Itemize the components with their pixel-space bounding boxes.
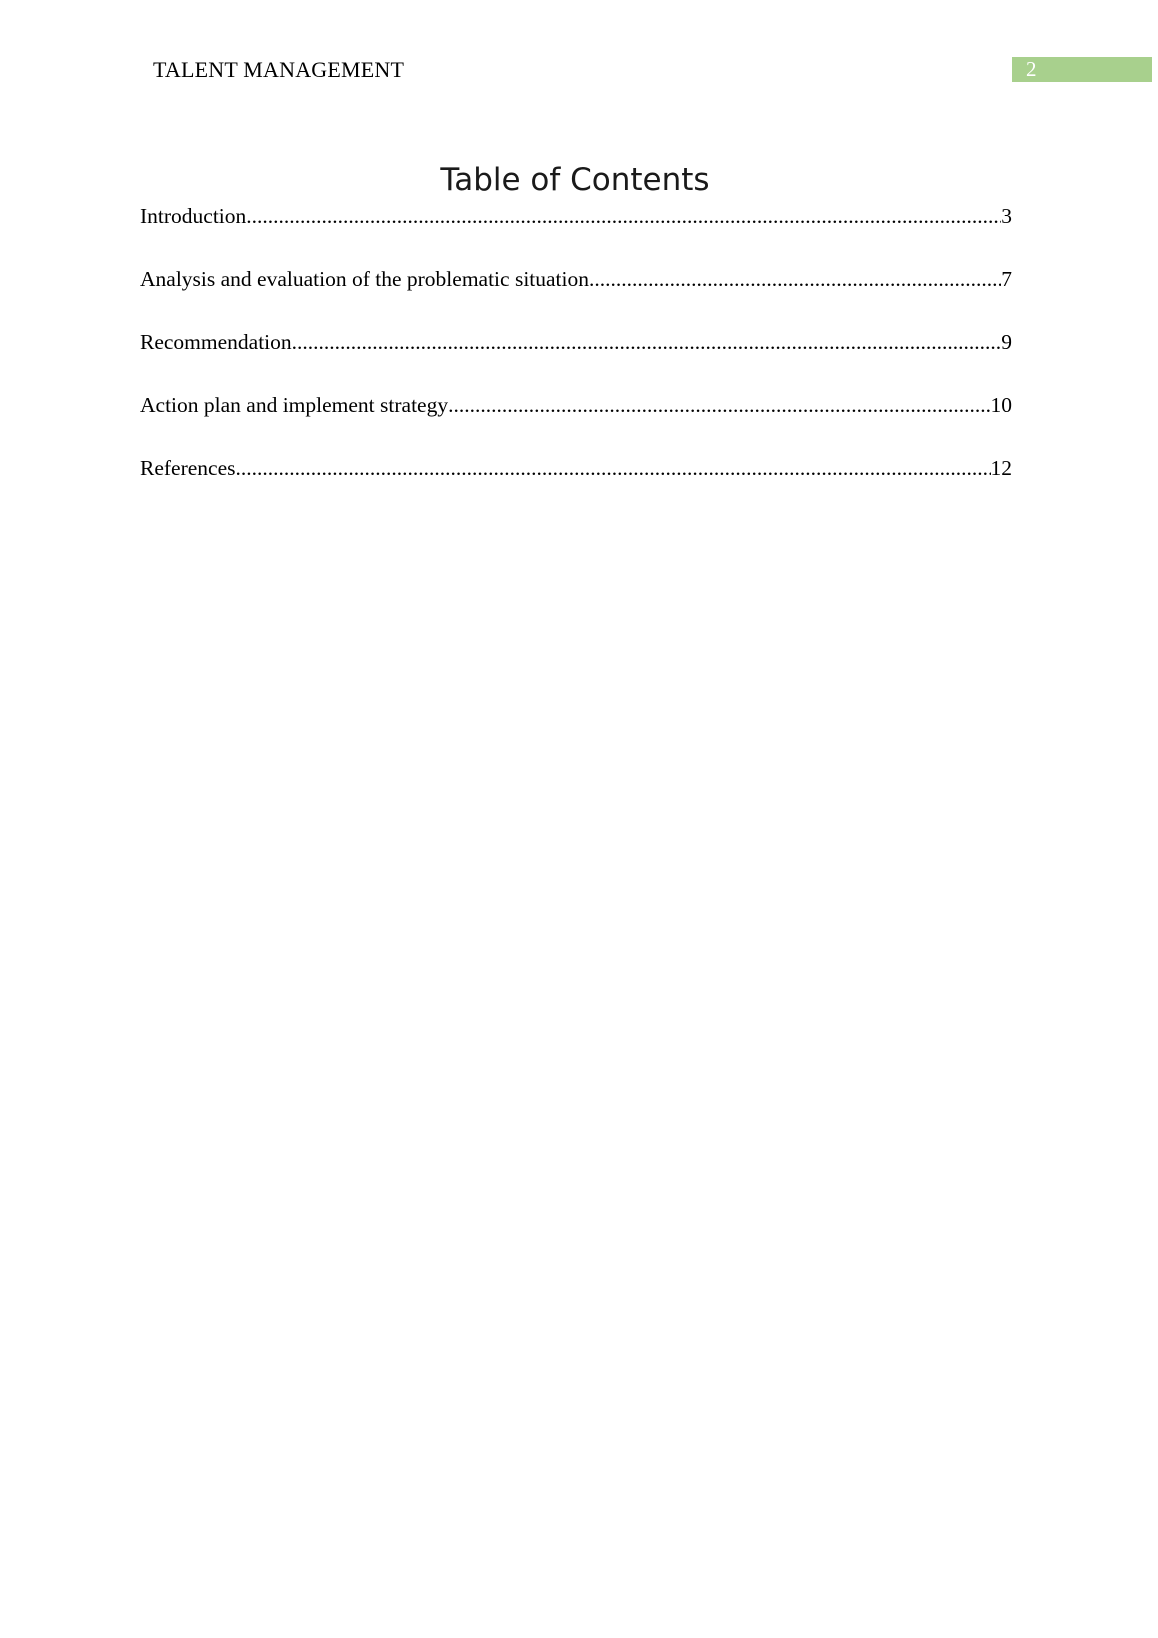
toc-entry-page: 3	[1001, 204, 1012, 228]
toc-entry-page: 7	[1001, 267, 1012, 291]
toc-heading: Table of Contents	[440, 162, 710, 198]
toc-entry-page: 10	[990, 393, 1012, 417]
toc-entry-introduction[interactable]	[140, 202, 1012, 265]
toc-entry-label: Analysis and evaluation of the problematic situation	[140, 267, 590, 291]
toc-dot-leader	[236, 454, 991, 482]
toc-dot-leader	[246, 202, 1001, 230]
toc-entry-action-plan[interactable]	[140, 391, 1012, 454]
toc-dot-leader	[448, 391, 990, 419]
table-of-contents	[140, 202, 1012, 517]
toc-entry-references[interactable]	[140, 454, 1012, 517]
page-number-badge	[1012, 57, 1152, 82]
toc-entry-page: 12	[990, 456, 1012, 480]
toc-entry-label: Introduction	[140, 204, 247, 228]
toc-entry-label: References	[140, 456, 236, 480]
toc-entry-recommendation[interactable]	[140, 328, 1012, 391]
toc-entry-label: Action plan and implement strategy	[140, 393, 449, 417]
toc-entry-page: 9	[1001, 330, 1012, 354]
running-header-title: TALENT MANAGEMENT	[153, 57, 405, 82]
toc-entry-analysis[interactable]	[140, 265, 1012, 328]
toc-entry-label: Recommendation	[140, 330, 292, 354]
toc-dot-leader	[589, 265, 1001, 293]
page-number: 2	[1026, 57, 1037, 81]
toc-dot-leader	[292, 328, 1002, 356]
